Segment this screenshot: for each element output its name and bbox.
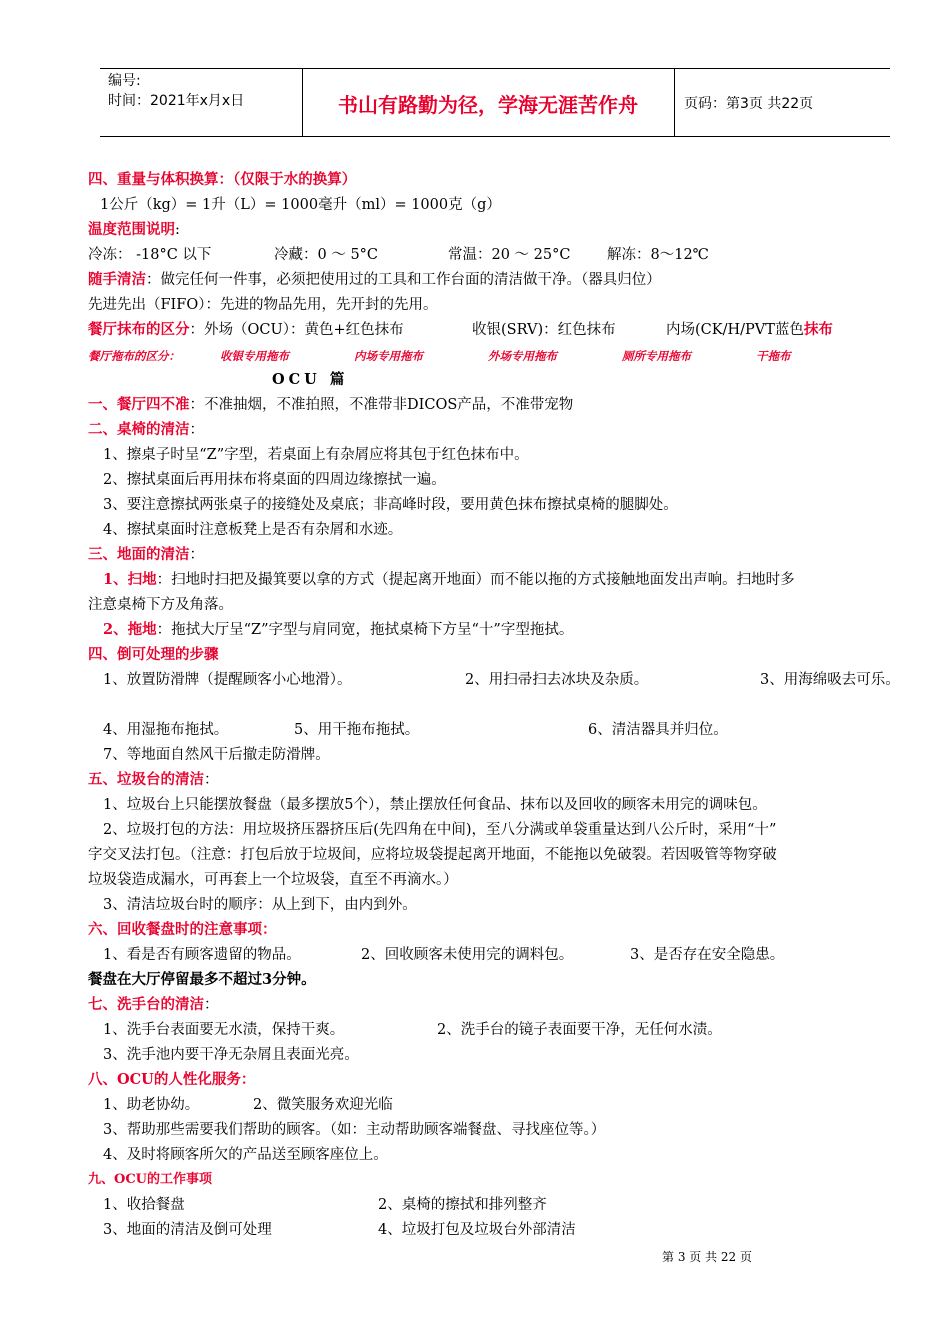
rule-9-item: 4、垃圾打包及垃圾台外部清洁 — [378, 1222, 576, 1238]
rule-2-colon: ： — [189, 422, 204, 438]
rule-9-row — [103, 1195, 547, 1215]
sweep-text: ：扫地时扫把及撮箕要以拿的方式（提起离开地面）而不能以拖的方式接触地面发出声响。扫地时多 — [156, 572, 795, 588]
rule-2-title: 二、桌椅的清洁 — [88, 421, 190, 438]
rule-7-colon: ： — [204, 997, 219, 1013]
rule-7-item: 3、洗手池内要干净无杂屑且表面光亮。 — [103, 1047, 359, 1063]
rule-3-colon: ： — [189, 547, 204, 563]
tray-time-note: 餐盘在大厅停留最多不超过3分钟。 — [88, 971, 316, 988]
rule-3-mop — [103, 620, 573, 640]
rule-9-row — [103, 1220, 576, 1240]
clean-label: 随手清洁 — [88, 271, 146, 288]
rule-7-item: 2、洗手台的镜子表面要干净，无任何水渍。 — [437, 1022, 722, 1038]
temp-title: 温度范围说明 — [88, 221, 175, 238]
rule-5-item-cont: 字交叉法打包。（注意：打包后放于垃圾间，应将垃圾袋提起离开地面，不能拖以免破裂。若因吸管等物穿破 — [88, 847, 777, 863]
header-meta — [108, 71, 244, 111]
rule-4-row-2 — [103, 720, 728, 740]
mop-rule — [88, 346, 791, 366]
rule-4-step: 6、清洁器具并归位。 — [588, 722, 728, 738]
rule-2-item: 1、擦桌子时呈“Z”字型，若桌面上有杂屑应将其包于红色抹布中。 — [103, 447, 529, 463]
rule-3-sweep-cont: 注意桌椅下方及角落。 — [88, 597, 233, 613]
rule-7-row — [103, 1020, 722, 1040]
rule-4-step: 2、用扫帚扫去冰块及杂质。 — [465, 672, 649, 688]
temp-title-line — [88, 220, 180, 240]
cloth-text-3-label: 内场(CK/H/PVT蓝色 — [666, 322, 804, 338]
rule-7-title: 七、洗手台的清洁 — [88, 996, 204, 1013]
temp-cold: 冷藏：0 ～ 5°C — [274, 247, 379, 263]
rule-2-item: 4、擦拭桌面时注意板凳上是否有杂屑和水迹。 — [103, 522, 403, 538]
rule-3-title-line — [88, 545, 204, 565]
mop-hall: 外场专用拖布 — [488, 349, 557, 363]
cloth-text-3 — [666, 320, 833, 340]
rule-8-item: 3、帮助那些需要我们帮助的顾客。（如：主动帮助顾客端餐盘、寻找座位等。） — [103, 1122, 606, 1138]
header-page-info: 页码：第3页 共22页 — [684, 96, 814, 112]
rule-4-step: 1、放置防滑牌（提醒顾客小心地滑）。 — [103, 672, 352, 688]
page-footer: 第 3 页 共 22 页 — [662, 1250, 752, 1264]
rule-4-step: 5、用干拖布拖拭。 — [294, 722, 420, 738]
rule-4-title: 四、倒可处理的步骤 — [88, 646, 219, 663]
mop-step-label: 2、拖地 — [103, 621, 157, 638]
cloth-text-1: ：外场（OCU）：黄色+红色抹布 — [189, 322, 404, 338]
mop-cashier: 收银专用拖布 — [220, 349, 289, 363]
cloth-label: 餐厅抹布的区分 — [88, 321, 190, 338]
rule-5-item: 1、垃圾台上只能摆放餐盘（最多摆放5个），禁止摆放任何食品、抹布以及回收的顾客未用完的调味包。 — [103, 797, 767, 813]
rule-4-row-1 — [103, 670, 900, 690]
document-header — [100, 68, 890, 137]
weight-conversion: 1公斤（kg）= 1升（L）= 1000毫升（ml）= 1000克（g） — [100, 197, 501, 213]
temp-ranges — [88, 245, 709, 265]
rule-7-item: 1、洗手台表面要无水渍，保持干爽。 — [103, 1022, 345, 1038]
rule-8-item: 4、及时将顾客所欠的产品送至顾客座位上。 — [103, 1147, 388, 1163]
mop-kitchen: 内场专用拖布 — [354, 349, 423, 363]
temp-normal: 常温：20 ～ 25°C — [448, 247, 571, 263]
rule-4-step: 7、等地面自然风干后撤走防滑牌。 — [103, 747, 330, 763]
rule-4-step: 3、用海绵吸去可乐。 — [760, 672, 900, 688]
clean-text: ：做完任何一件事，必须把使用过的工具和工作台面的清洁做干净。（器具归位） — [146, 272, 661, 288]
rule-5-item-cont: 垃圾袋造成漏水，可再套上一个垃圾袋，直至不再滴水。） — [88, 872, 458, 888]
temp-colon: : — [175, 222, 180, 238]
mop-step-text: ：拖拭大厅呈“Z”字型与肩同宽，拖拭桌椅下方呈“十”字型拖拭。 — [156, 622, 574, 638]
rule-3-title: 三、地面的清洁 — [88, 546, 190, 563]
rule-6-row — [103, 945, 785, 965]
rule-1 — [88, 395, 573, 415]
ocu-title: OCU 篇 — [272, 371, 349, 388]
rule-2-item: 2、擦拭桌面后再用抹布将桌面的四周边缘擦拭一遍。 — [103, 472, 446, 488]
time-label: 时间：2021年x月x日 — [108, 93, 245, 109]
rule-8-item: 2、微笑服务欢迎光临 — [253, 1097, 393, 1113]
mop-label: 餐厅拖布的区分： — [88, 349, 180, 363]
temp-freeze: 冷冻： -18°C 以下 — [88, 247, 212, 263]
temp-thaw: 解冻：8～12℃ — [607, 247, 709, 263]
rule-5-item: 3、清洁垃圾台时的顺序：从上到下，由内到外。 — [103, 897, 417, 913]
rule-8-item: 1、助老协幼。 — [103, 1097, 200, 1113]
rule-5-colon: ： — [204, 772, 219, 788]
rule-2-item: 3、要注意擦拭两张桌子的接缝处及桌底；非高峰时段，要用黄色抹布擦拭桌椅的腿脚处。 — [103, 497, 678, 513]
rule-6-item: 2、回收顾客未使用完的调料包。 — [361, 947, 574, 963]
rule-9-item: 1、收拾餐盘 — [103, 1197, 185, 1213]
rule-8-title: 八、OCU的人性化服务： — [88, 1071, 256, 1088]
rule-2-title-line — [88, 420, 204, 440]
rule-6-item: 3、是否存在安全隐患。 — [630, 947, 785, 963]
rule-6-item: 1、看是否有顾客遗留的物品。 — [103, 947, 301, 963]
rule-9-item: 2、桌椅的擦拭和排列整齐 — [378, 1197, 547, 1213]
rule-9-title: 九、OCU的工作事项 — [88, 1172, 213, 1187]
rule-7-title-line — [88, 995, 219, 1015]
section-weight-title: 四、重量与体积换算：（仅限于水的换算） — [88, 171, 357, 188]
sweep-label: 1、扫地 — [103, 571, 157, 588]
rule-5-item: 2、垃圾打包的方法：用垃圾挤压器挤压后(先四角在中间)，至八分满或单袋重量达到八公斤时，采用“十” — [103, 822, 777, 838]
rule-8-row — [103, 1095, 393, 1115]
rule-5-title: 五、垃圾台的清洁 — [88, 771, 204, 788]
rule-4-step: 4、用湿拖布拖拭。 — [103, 722, 229, 738]
cloth-text-2: 收银(SRV)：红色抹布 — [472, 322, 616, 338]
header-divider — [674, 69, 675, 136]
rule-1-text: ：不准抽烟，不准拍照，不准带非DICOS产品，不准带宠物 — [189, 397, 574, 413]
cloth-tail: 抹布 — [803, 321, 833, 338]
header-motto: 书山有路勤为径，学海无涯苦作舟 — [338, 93, 638, 117]
rule-3-sweep — [103, 570, 795, 590]
rule-5-title-line — [88, 770, 219, 790]
clean-rule — [88, 270, 661, 290]
mop-toilet: 厕所专用拖布 — [622, 349, 691, 363]
number-label: 编号: — [108, 73, 141, 89]
rule-9-item: 3、地面的清洁及倒可处理 — [103, 1222, 272, 1238]
cloth-rule — [88, 320, 833, 340]
mop-dry: 干拖布 — [756, 349, 791, 363]
rule-1-label: 一、餐厅四不准 — [88, 396, 190, 413]
rule-6-title: 六、回收餐盘时的注意事项： — [88, 921, 277, 938]
fifo-rule: 先进先出（FIFO）：先进的物品先用，先开封的先用。 — [88, 297, 438, 313]
